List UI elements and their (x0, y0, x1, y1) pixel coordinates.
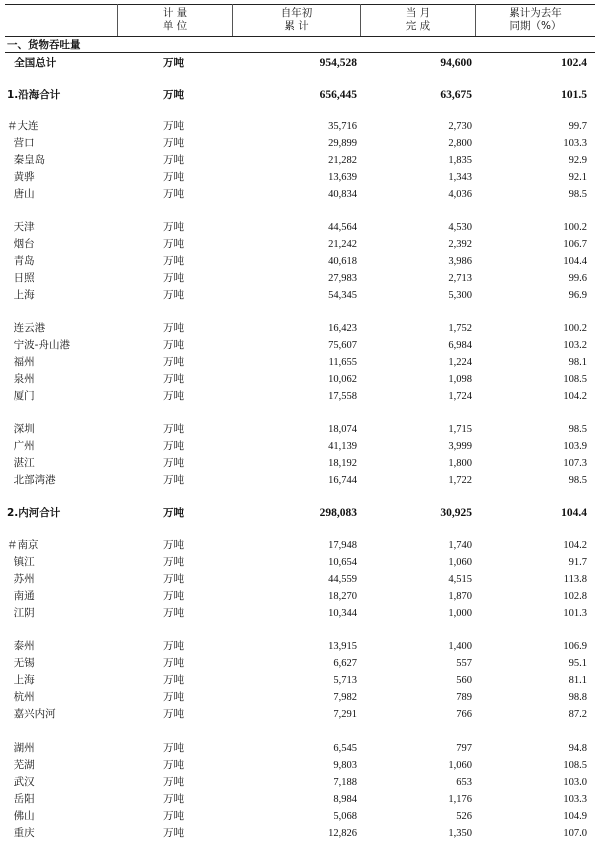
table-row (0, 186, 600, 203)
table-row (0, 320, 600, 337)
row-name: 江阴 (7, 607, 35, 619)
row-name: 湖州 (7, 742, 35, 754)
row-cumulative: 21,282 (328, 155, 357, 166)
table-row (0, 371, 600, 388)
row-name: 连云港 (7, 322, 46, 334)
table-row (0, 740, 600, 757)
row-current-month: 3,999 (448, 441, 472, 452)
header-current-month (361, 7, 475, 33)
row-unit: 万吨 (163, 89, 184, 101)
row-yoy-ratio: 104.2 (563, 540, 587, 551)
table-row (0, 118, 600, 135)
row-name: 深圳 (7, 423, 35, 435)
row-cumulative: 10,062 (328, 374, 357, 385)
table-row (0, 638, 600, 655)
table-row (0, 337, 600, 354)
row-cumulative: 298,083 (319, 507, 357, 519)
header-unit-line1: 计 量 (162, 7, 188, 19)
row-cumulative: 17,948 (328, 540, 357, 551)
table-row (0, 421, 600, 438)
row-cumulative: 8,984 (333, 794, 357, 805)
row-current-month: 4,515 (448, 574, 472, 585)
row-yoy-ratio: 104.4 (561, 507, 587, 519)
row-name: 厦门 (7, 390, 35, 402)
row-yoy-ratio: 91.7 (568, 557, 587, 568)
row-yoy-ratio: 99.6 (568, 273, 587, 284)
table-row (0, 757, 600, 774)
row-name: 2.内河合计 (7, 507, 61, 519)
row-cumulative: 10,654 (328, 557, 357, 568)
row-yoy-ratio: 99.7 (568, 121, 587, 132)
table-row (0, 571, 600, 588)
row-current-month: 2,713 (448, 273, 472, 284)
row-unit: 万吨 (163, 255, 184, 267)
table-row (0, 152, 600, 169)
row-current-month: 1,740 (448, 540, 472, 551)
row-name: 黄骅 (7, 171, 35, 183)
row-yoy-ratio: 103.3 (563, 138, 587, 149)
row-unit: 万吨 (163, 607, 184, 619)
row-cumulative: 16,744 (328, 475, 357, 486)
header-ratio-line1: 累计为去年 (509, 7, 562, 19)
row-current-month: 63,675 (440, 89, 472, 101)
row-current-month: 1,835 (448, 155, 472, 166)
row-current-month: 4,036 (448, 189, 472, 200)
row-cumulative: 41,139 (328, 441, 357, 452)
row-name: 唐山 (7, 188, 35, 200)
row-name: 武汉 (7, 776, 35, 788)
row-current-month: 2,730 (448, 121, 472, 132)
row-name: 重庆 (7, 827, 35, 839)
row-unit: 万吨 (163, 137, 184, 149)
row-unit: 万吨 (163, 238, 184, 250)
row-unit: 万吨 (163, 742, 184, 754)
row-current-month: 94,600 (440, 57, 472, 69)
table-row (0, 455, 600, 472)
row-yoy-ratio: 98.8 (568, 692, 587, 703)
table-row (0, 219, 600, 236)
row-current-month: 1,722 (448, 475, 472, 486)
row-unit: 万吨 (163, 590, 184, 602)
table-row (0, 438, 600, 455)
row-name: 嘉兴内河 (7, 708, 56, 720)
row-name: 岳阳 (7, 793, 35, 805)
table-row (0, 287, 600, 304)
row-unit: 万吨 (163, 776, 184, 788)
row-yoy-ratio: 106.7 (563, 239, 587, 250)
row-current-month: 1,870 (448, 591, 472, 602)
table-row (0, 655, 600, 672)
row-yoy-ratio: 103.9 (563, 441, 587, 452)
row-cumulative: 656,445 (319, 89, 357, 101)
row-name: 青岛 (7, 255, 35, 267)
header-unit-line2: 单 位 (162, 20, 188, 32)
row-yoy-ratio: 101.3 (563, 608, 587, 619)
row-yoy-ratio: 107.0 (563, 828, 587, 839)
row-cumulative: 5,713 (333, 675, 357, 686)
row-name: 秦皇岛 (7, 154, 46, 166)
row-cumulative: 18,074 (328, 424, 357, 435)
row-yoy-ratio: 100.2 (563, 323, 587, 334)
row-name: 泉州 (7, 373, 35, 385)
table-row (0, 774, 600, 791)
row-current-month: 1,752 (448, 323, 472, 334)
row-unit: 万吨 (163, 440, 184, 452)
row-name: 泰州 (7, 640, 35, 652)
row-cumulative: 13,915 (328, 641, 357, 652)
table-row (0, 87, 600, 104)
row-unit: 万吨 (163, 272, 184, 284)
row-current-month: 560 (456, 675, 472, 686)
row-current-month: 2,800 (448, 138, 472, 149)
row-cumulative: 29,899 (328, 138, 357, 149)
row-yoy-ratio: 108.5 (563, 374, 587, 385)
row-current-month: 2,392 (448, 239, 472, 250)
row-name: 杭州 (7, 691, 35, 703)
table-row (0, 689, 600, 706)
row-current-month: 30,925 (440, 507, 472, 519)
row-name: 上海 (7, 289, 35, 301)
table-row (0, 388, 600, 405)
row-name: 上海 (7, 674, 35, 686)
row-name: 广州 (7, 440, 35, 452)
row-name: 全国总计 (7, 57, 57, 69)
table-row (0, 354, 600, 371)
table-row (0, 270, 600, 287)
table-row (0, 588, 600, 605)
row-cumulative: 16,423 (328, 323, 357, 334)
row-unit: 万吨 (163, 474, 184, 486)
row-yoy-ratio: 98.5 (568, 189, 587, 200)
row-cumulative: 13,639 (328, 172, 357, 183)
row-unit: 万吨 (163, 339, 184, 351)
row-name: 镇江 (7, 556, 35, 568)
row-cumulative: 6,627 (333, 658, 357, 669)
table-row (0, 135, 600, 152)
table-row (0, 791, 600, 808)
row-name: 一、货物吞吐量 (7, 39, 81, 51)
row-yoy-ratio: 98.5 (568, 475, 587, 486)
row-name: 烟台 (7, 238, 35, 250)
row-yoy-ratio: 103.3 (563, 794, 587, 805)
row-cumulative: 27,983 (328, 273, 357, 284)
row-unit: 万吨 (163, 759, 184, 771)
row-unit: 万吨 (163, 356, 184, 368)
row-current-month: 1,176 (448, 794, 472, 805)
row-current-month: 526 (456, 811, 472, 822)
row-yoy-ratio: 102.8 (563, 591, 587, 602)
row-cumulative: 11,655 (328, 357, 357, 368)
row-current-month: 1,060 (448, 760, 472, 771)
row-unit: 万吨 (163, 289, 184, 301)
row-name: 天津 (7, 221, 35, 233)
row-unit: 万吨 (163, 691, 184, 703)
row-current-month: 6,984 (448, 340, 472, 351)
row-name: 1.沿海合计 (7, 89, 61, 101)
row-unit: 万吨 (163, 556, 184, 568)
row-current-month: 1,060 (448, 557, 472, 568)
row-unit: 万吨 (163, 573, 184, 585)
table-row (0, 605, 600, 622)
row-unit: 万吨 (163, 507, 184, 519)
row-cumulative: 18,192 (328, 458, 357, 469)
row-unit: 万吨 (163, 793, 184, 805)
table-row (0, 236, 600, 253)
row-cumulative: 7,982 (333, 692, 357, 703)
row-name: 苏州 (7, 573, 35, 585)
row-current-month: 1,350 (448, 828, 472, 839)
header-yoy-ratio (476, 7, 595, 33)
row-name: 宁波-舟山港 (7, 339, 70, 351)
row-current-month: 797 (456, 743, 472, 754)
row-unit: 万吨 (163, 322, 184, 334)
table-row (0, 37, 600, 54)
row-yoy-ratio: 98.5 (568, 424, 587, 435)
row-current-month: 766 (456, 709, 472, 720)
row-current-month: 1,098 (448, 374, 472, 385)
row-current-month: 1,224 (448, 357, 472, 368)
row-yoy-ratio: 104.2 (563, 391, 587, 402)
row-yoy-ratio: 96.9 (568, 290, 587, 301)
row-current-month: 653 (456, 777, 472, 788)
row-cumulative: 40,618 (328, 256, 357, 267)
row-cumulative: 7,291 (333, 709, 357, 720)
row-unit: 万吨 (163, 120, 184, 132)
row-name: 福州 (7, 356, 35, 368)
table-row (0, 672, 600, 689)
row-current-month: 1,343 (448, 172, 472, 183)
row-unit: 万吨 (163, 171, 184, 183)
table-row (0, 253, 600, 270)
row-name: 芜湖 (7, 759, 35, 771)
row-cumulative: 9,803 (333, 760, 357, 771)
row-unit: 万吨 (163, 539, 184, 551)
row-cumulative: 5,068 (333, 811, 357, 822)
header-unit (118, 7, 232, 33)
row-current-month: 3,986 (448, 256, 472, 267)
row-unit: 万吨 (163, 674, 184, 686)
row-cumulative: 75,607 (328, 340, 357, 351)
row-yoy-ratio: 87.2 (568, 709, 587, 720)
row-cumulative: 21,242 (328, 239, 357, 250)
row-yoy-ratio: 92.1 (568, 172, 587, 183)
row-cumulative: 18,270 (328, 591, 357, 602)
row-cumulative: 10,344 (328, 608, 357, 619)
row-cumulative: 6,545 (333, 743, 357, 754)
row-current-month: 4,530 (448, 222, 472, 233)
table-row (0, 55, 600, 72)
table-row (0, 169, 600, 186)
row-name: 湛江 (7, 457, 35, 469)
row-name: 佛山 (7, 810, 35, 822)
row-yoy-ratio: 107.3 (563, 458, 587, 469)
table-row (0, 706, 600, 723)
row-yoy-ratio: 104.9 (563, 811, 587, 822)
row-cumulative: 35,716 (328, 121, 357, 132)
row-unit: 万吨 (163, 57, 184, 69)
row-unit: 万吨 (163, 423, 184, 435)
table-row (0, 505, 600, 522)
row-unit: 万吨 (163, 640, 184, 652)
row-cumulative: 40,834 (328, 189, 357, 200)
row-cumulative: 54,345 (328, 290, 357, 301)
row-yoy-ratio: 103.2 (563, 340, 587, 351)
row-cumulative: 12,826 (328, 828, 357, 839)
row-name: 日照 (7, 272, 35, 284)
row-unit: 万吨 (163, 373, 184, 385)
header-current-line2: 完 成 (405, 20, 431, 32)
row-current-month: 1,000 (448, 608, 472, 619)
row-current-month: 1,800 (448, 458, 472, 469)
row-unit: 万吨 (163, 657, 184, 669)
row-unit: 万吨 (163, 188, 184, 200)
table-row (0, 554, 600, 571)
row-yoy-ratio: 108.5 (563, 760, 587, 771)
row-yoy-ratio: 113.8 (563, 574, 587, 585)
row-yoy-ratio: 81.1 (568, 675, 587, 686)
table-row (0, 472, 600, 489)
row-name: ＃南京 (7, 539, 39, 551)
row-name: 南通 (7, 590, 35, 602)
row-name: 北部湾港 (7, 474, 56, 486)
row-unit: 万吨 (163, 708, 184, 720)
table-row (0, 537, 600, 554)
row-current-month: 1,724 (448, 391, 472, 402)
row-yoy-ratio: 104.4 (563, 256, 587, 267)
row-yoy-ratio: 92.9 (568, 155, 587, 166)
row-name: 营口 (7, 137, 35, 149)
table-row (0, 808, 600, 825)
row-cumulative: 954,528 (319, 57, 357, 69)
row-yoy-ratio: 101.5 (561, 89, 587, 101)
header-current-line1: 当 月 (405, 7, 431, 19)
table-row (0, 825, 600, 842)
row-name: ＃大连 (7, 120, 39, 132)
row-unit: 万吨 (163, 457, 184, 469)
header-cumulative-line1: 自年初 (280, 7, 313, 19)
row-unit: 万吨 (163, 827, 184, 839)
row-cumulative: 7,188 (333, 777, 357, 788)
row-unit: 万吨 (163, 154, 184, 166)
row-cumulative: 44,559 (328, 574, 357, 585)
row-current-month: 557 (456, 658, 472, 669)
top-rule (5, 4, 595, 5)
row-yoy-ratio: 100.2 (563, 222, 587, 233)
row-unit: 万吨 (163, 221, 184, 233)
row-yoy-ratio: 106.9 (563, 641, 587, 652)
row-yoy-ratio: 95.1 (568, 658, 587, 669)
row-cumulative: 17,558 (328, 391, 357, 402)
row-yoy-ratio: 94.8 (568, 743, 587, 754)
row-current-month: 1,400 (448, 641, 472, 652)
row-current-month: 1,715 (448, 424, 472, 435)
row-current-month: 5,300 (448, 290, 472, 301)
row-name: 无锡 (7, 657, 35, 669)
row-unit: 万吨 (163, 390, 184, 402)
row-yoy-ratio: 102.4 (561, 57, 587, 69)
row-yoy-ratio: 103.0 (563, 777, 587, 788)
header-ratio-line2: 同期（%） (509, 20, 562, 32)
row-cumulative: 44,564 (328, 222, 357, 233)
header-cumulative (233, 7, 360, 33)
row-unit: 万吨 (163, 810, 184, 822)
row-yoy-ratio: 98.1 (568, 357, 587, 368)
row-current-month: 789 (456, 692, 472, 703)
header-cumulative-line2: 累 计 (284, 20, 309, 32)
